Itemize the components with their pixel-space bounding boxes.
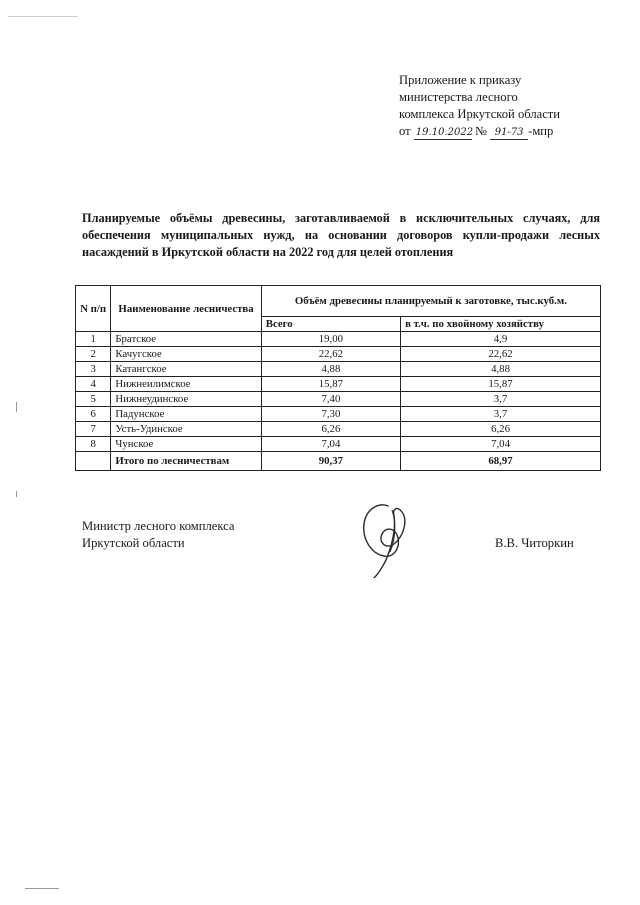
table-row xyxy=(76,347,601,362)
total-label: Итого по лесничествам xyxy=(111,452,261,471)
row-name: Нижнеилимское xyxy=(111,377,261,392)
table-total-row xyxy=(76,452,601,471)
header-conifer: в т.ч. по хвойному хозяйству xyxy=(401,317,601,332)
order-from-prefix: от xyxy=(399,124,411,138)
header-total: Всего xyxy=(261,317,400,332)
signatory-name: В.В. Читоркин xyxy=(495,536,574,550)
annex-block xyxy=(399,72,609,140)
table-row xyxy=(76,362,601,377)
handwritten-signature-icon xyxy=(352,498,422,578)
row-conifer: 3,7 xyxy=(401,392,601,407)
scan-mark-left-2 xyxy=(16,491,17,497)
document-title: Планируемые объёмы древесины, заготавливаемой в исключительных случаях, для обеспечения муниципальных нужд, на основании договоров купли-продажи лесных насаждений в Иркутской области на 2022 год для целей отопления xyxy=(82,211,600,259)
row-conifer: 3,7 xyxy=(401,407,601,422)
row-conifer: 7,04 xyxy=(401,437,601,452)
total-conifer: 68,97 xyxy=(401,452,601,471)
row-conifer: 6,26 xyxy=(401,422,601,437)
position-line-1: Министр лесного комплекса xyxy=(82,519,235,533)
row-no: 2 xyxy=(76,347,111,362)
table-row xyxy=(76,377,601,392)
table-row xyxy=(76,332,601,347)
annex-line-1: Приложение к приказу xyxy=(399,73,522,87)
row-no: 5 xyxy=(76,392,111,407)
scan-mark-top xyxy=(8,16,78,17)
table-row xyxy=(76,407,601,422)
row-name: Чунское xyxy=(111,437,261,452)
row-name: Катангское xyxy=(111,362,261,377)
table-body xyxy=(76,332,601,471)
header-name: Наименование лесничества xyxy=(111,286,261,332)
header-no: N п/п xyxy=(76,286,111,332)
order-number-suffix: -мпр xyxy=(528,124,554,138)
position-line-2: Иркутской области xyxy=(82,536,185,550)
row-conifer: 22,62 xyxy=(401,347,601,362)
row-no: 7 xyxy=(76,422,111,437)
annex-line-3: комплекса Иркутской области xyxy=(399,107,561,121)
table-row xyxy=(76,422,601,437)
order-number-prefix: № xyxy=(474,124,487,138)
signatory-position xyxy=(82,518,234,552)
row-no: 8 xyxy=(76,437,111,452)
scan-mark-bottom xyxy=(25,888,59,889)
row-total: 7,04 xyxy=(261,437,400,452)
row-total: 22,62 xyxy=(261,347,400,362)
row-total: 4,88 xyxy=(261,362,400,377)
row-conifer: 4,88 xyxy=(401,362,601,377)
total-no-cell xyxy=(76,452,111,471)
row-no: 3 xyxy=(76,362,111,377)
row-no: 4 xyxy=(76,377,111,392)
row-no: 6 xyxy=(76,407,111,422)
row-total: 7,40 xyxy=(261,392,400,407)
order-number: 91-73 xyxy=(490,127,528,140)
scan-mark-left-1 xyxy=(16,402,17,412)
volume-table xyxy=(75,285,601,471)
row-name: Нижнеудинское xyxy=(111,392,261,407)
row-name: Усть-Удинское xyxy=(111,422,261,437)
order-date: 19.10.2022 xyxy=(415,127,474,138)
row-total: 15,87 xyxy=(261,377,400,392)
row-name: Братское xyxy=(111,332,261,347)
row-total: 6,26 xyxy=(261,422,400,437)
header-volume: Объём древесины планируемый к заготовке, тыс.куб.м. xyxy=(261,286,600,317)
table-row xyxy=(76,392,601,407)
row-total: 19,00 xyxy=(261,332,400,347)
row-name: Качугское xyxy=(111,347,261,362)
order-reference xyxy=(399,123,609,140)
row-conifer: 15,87 xyxy=(401,377,601,392)
row-name: Падунское xyxy=(111,407,261,422)
row-no: 1 xyxy=(76,332,111,347)
total-all: 90,37 xyxy=(261,452,400,471)
table-row xyxy=(76,437,601,452)
annex-line-2: министерства лесного xyxy=(399,90,518,104)
row-total: 7,30 xyxy=(261,407,400,422)
row-conifer: 4,9 xyxy=(401,332,601,347)
